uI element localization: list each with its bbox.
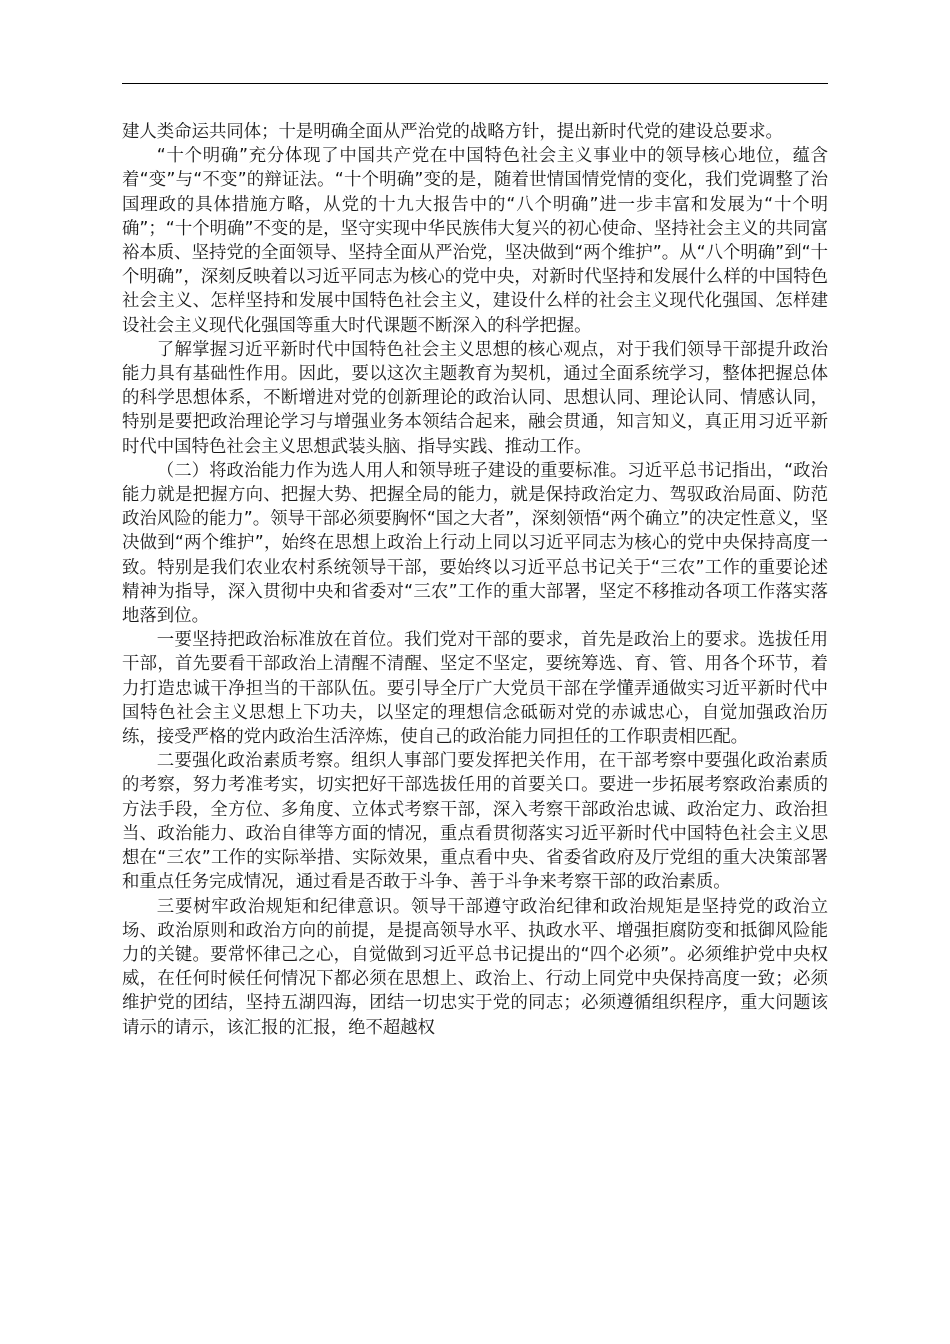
paragraph: （二）将政治能力作为选人用人和领导班子建设的重要标准。习近平总书记指出，“政治能力就是把握方向、把握大势、把握全局的能力，就是保持政治定力、驾驭政治局面、防范政治风险的能力”。领导干部必须要胸怀“国之大者”，深刻领悟“两个确立”的决定性意义，坚决做到“两个维护”，始终在思想上政治上行动上同以习近平同志为核心的党中央保持高度一致。特别是我们农业农村系统领导干部，要始终以习近平总书记关于“三农”工作的重要论述精神为指导，深入贯彻中央和省委对“三农”工作的重大部署，坚定不移推动各项工作落实落地落到位。 <box>122 460 828 627</box>
paragraph: 三要树牢政治规矩和纪律意识。领导干部遵守政治纪律和政治规矩是坚持党的政治立场、政治原则和政治方向的前提，是提高领导水平、执政水平、增强拒腐防变和抵御风险能力的关键。要常怀律己之心，自觉做到习近平总书记提出的“四个必须”。必须维护党中央权威，在任何时候任何情况下都必须在思想上、政治上、行动上同党中央保持高度一致；必须维护党的团结，坚持五湖四海，团结一切忠实于党的同志；必须遵循组织程序，重大问题该请示的请示，该汇报的汇报，绝不超越权 <box>122 896 828 1038</box>
header-rule <box>122 83 828 84</box>
paragraph: 二要强化政治素质考察。组织人事部门要发挥把关作用，在干部考察中要强化政治素质的考察，努力考准考实，切实把好干部选拔任用的首要关口。要进一步拓展考察政治素质的方法手段，全方位、多角度、立体式考察干部，深入考察干部政治忠诚、政治定力、政治担当、政治能力、政治自律等方面的情况，重点看贯彻落实习近平新时代中国特色社会主义思想在“三农”工作的实际举措、实际效果，重点看中央、省委省政府及厅党组的重大决策部署和重点任务完成情况，通过看是否敢于斗争、善于斗争来考察干部的政治素质。 <box>122 751 828 893</box>
paragraph: 建人类命运共同体；十是明确全面从严治党的战略方针，提出新时代党的建设总要求。 <box>122 122 783 142</box>
paragraph: 了解掌握习近平新时代中国特色社会主义思想的核心观点，对于我们领导干部提升政治能力具有基础性作用。因此，要以这次主题教育为契机，通过全面系统学习，整体把握总体的科学思想体系，不断增进对党的创新理论的政治认同、思想认同、理论认同、情感认同，特别是要把政治理论学习与增强业务本领结合起来，融会贯通，知言知义，真正用习近平新时代中国特色社会主义思想武装头脑、指导实践、推动工作。 <box>122 339 828 457</box>
paragraph: 一要坚持把政治标准放在首位。我们党对干部的要求，首先是政治上的要求。选拔任用干部，首先要看干部政治上清醒不清醒、坚定不坚定，要统筹选、育、管、用各个环节，着力打造忠诚干净担当的干部队伍。要引导全厅广大党员干部在学懂弄通做实习近平新时代中国特色社会主义思想上下功夫，以坚定的理想信念砥砺对党的赤诚忠心，自觉加强政治历练，接受严格的党内政治生活淬炼，使自己的政治能力同担任的工作职责相匹配。 <box>122 630 828 748</box>
document-body <box>122 120 828 1040</box>
paragraph: “十个明确”充分体现了中国共产党在中国特色社会主义事业中的领导核心地位，蕴含着“变”与“不变”的辩证法。“十个明确”变的是，随着世情国情党情的变化，我们党调整了治国理政的具体措施方略，从党的十九大报告中的“八个明确”进一步丰富和发展为“十个明确”；“十个明确”不变的是，坚守实现中华民族伟大复兴的初心使命、坚持社会主义的共同富裕本质、坚持党的全面领导、坚持全面从严治党，坚决做到“两个维护”。从“八个明确”到“十个明确”，深刻反映着以习近平同志为核心的党中央，对新时代坚持和发展什么样的中国特色社会主义、怎样坚持和发展中国特色社会主义，建设什么样的社会主义现代化强国、怎样建设社会主义现代化强国等重大时代课题不断深入的科学把握。 <box>122 146 828 336</box>
